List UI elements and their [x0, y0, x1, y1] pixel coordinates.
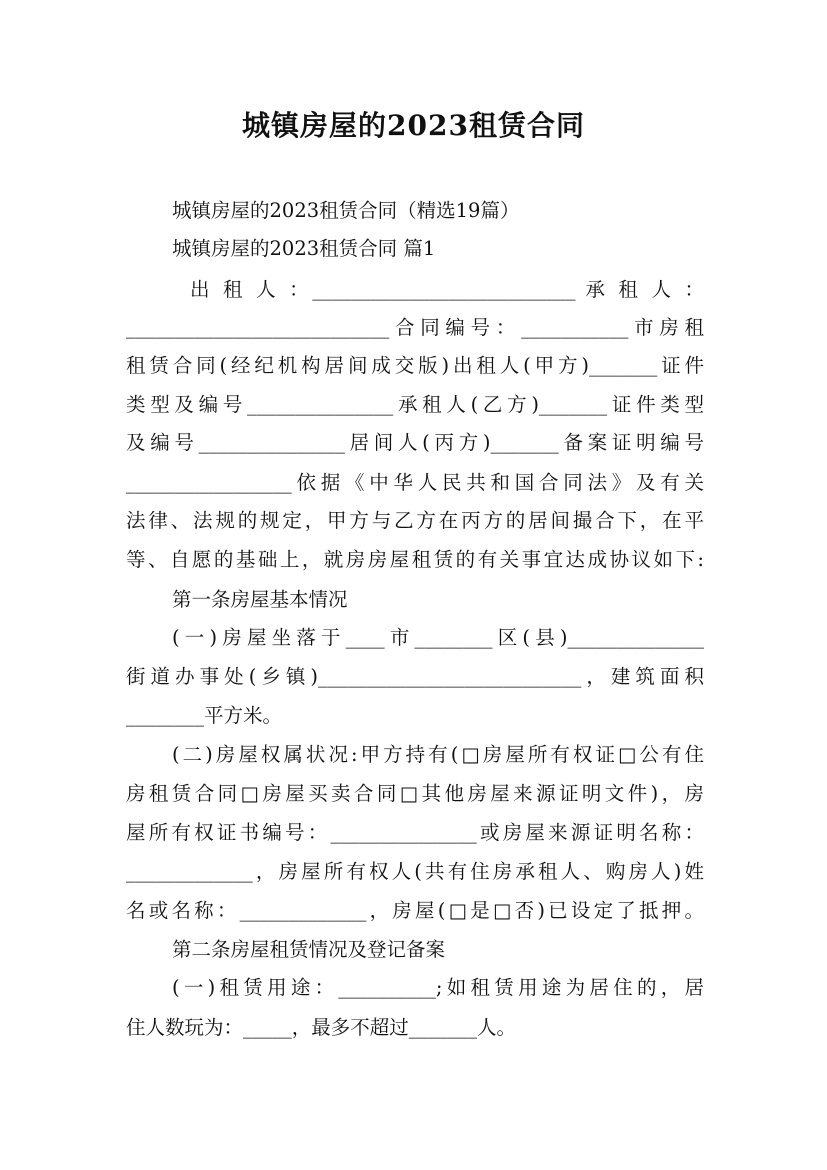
body-line: (二)房屋权属状况:甲方持有(□房屋所有权证□公有住 — [172, 743, 704, 766]
body-line: ___________________________合同编号：___________市房租 — [126, 316, 704, 339]
body-line: 租赁合同(经纪机构居间成交版)出租人(甲方)_______证件 — [126, 354, 704, 377]
body-line: 类型及编号_______________承租人(乙方)_______证件类型 — [126, 393, 704, 416]
body-line: (一)房屋坐落于____市________区(县)______________ — [172, 626, 704, 649]
body-line: ________平方米。 — [126, 704, 283, 727]
subtitle-line: 城镇房屋的2023租赁合同（精选19篇） — [172, 199, 520, 222]
body-line: 房租赁合同□房屋买卖合同□其他房屋来源证明文件)，房 — [126, 782, 704, 805]
body-line: 屋所有权证书编号：_______________或房屋来源证明名称： — [126, 821, 704, 844]
body-line: 名或名称：_____________，房屋(□是□否)已设定了抵押。 — [126, 899, 704, 922]
document-title: 城镇房屋的2023租赁合同 — [242, 109, 585, 142]
section-heading: 城镇房屋的2023租赁合同 篇1 — [172, 237, 436, 260]
body-line: _________________依据《中华人民共和国合同法》及有关 — [126, 471, 704, 494]
article-heading: 第一条房屋基本情况 — [172, 588, 348, 611]
body-line: 住人数玩为：_____，最多不超过_______人。 — [126, 1016, 517, 1039]
body-line: 街道办事处(乡镇)___________________________，建筑面积 — [126, 665, 704, 688]
body-line: 法律、法规的规定，甲方与乙方在丙方的居间撮合下，在平 — [126, 509, 704, 532]
body-line: 等、自愿的基础上，就房房屋租赁的有关事宜达成协议如下: — [126, 548, 704, 571]
body-line: _____________，房屋所有权人(共有住房承租人、购房人)姓 — [126, 860, 704, 883]
article-heading: 第二条房屋租赁情况及登记备案 — [172, 938, 446, 961]
body-line: 出 租 人 ：___________________________ 承 租 人 ： — [190, 278, 704, 301]
body-line: 及编号_______________居间人(丙方)_______备案证明编号 — [126, 431, 704, 454]
body-line: (一)租赁用途：__________;如租赁用途为居住的，居 — [172, 976, 704, 999]
